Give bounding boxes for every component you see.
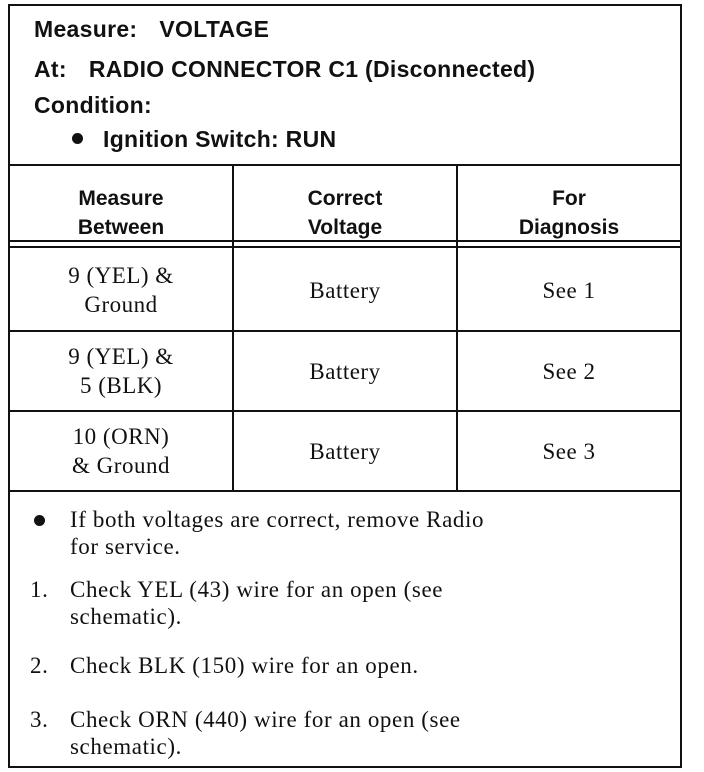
header-line: Between — [77, 216, 165, 239]
at-label: At: — [34, 56, 67, 82]
cell-line: 5 (BLK) — [79, 373, 163, 398]
header-double-rule — [10, 246, 680, 248]
cell-line: 10 (ORN) — [72, 424, 170, 449]
header-line: Correct — [307, 187, 383, 210]
note-number: 3. — [30, 707, 49, 732]
note-number: 1. — [30, 577, 49, 602]
table-row-3-between — [10, 412, 232, 490]
test-header — [10, 6, 680, 166]
note-line: for service. — [70, 534, 181, 559]
table-row-2-between — [10, 332, 232, 410]
diagnostic-chart-frame — [8, 4, 682, 768]
note-item-3 — [30, 706, 650, 760]
note-item-1 — [30, 576, 650, 630]
bullet-icon — [72, 133, 83, 144]
note-line: Check YEL (43) wire for an open (see — [70, 577, 444, 602]
note-line: schematic). — [70, 734, 182, 759]
column-header-for-diagnosis — [458, 178, 680, 248]
column-header-correct-voltage — [234, 178, 456, 248]
note-line: Check ORN (440) wire for an open (see — [70, 707, 461, 732]
header-line: Voltage — [307, 216, 383, 239]
note-line: If both voltages are correct, remove Radio — [70, 507, 485, 532]
at-value: RADIO CONNECTOR C1 (Disconnected) — [88, 56, 536, 82]
cell-line: Ground — [84, 292, 158, 317]
measure-value: VOLTAGE — [159, 16, 270, 42]
table-row-1-voltage: Battery — [309, 277, 381, 303]
measure-line — [34, 16, 269, 43]
measure-label: Measure: — [34, 16, 138, 42]
note-item-2 — [30, 652, 650, 679]
cell-line: & Ground — [72, 453, 170, 478]
bullet-icon — [34, 515, 45, 526]
header-line: For — [552, 187, 586, 210]
note-bullet — [30, 506, 650, 560]
table-row-2-voltage: Battery — [309, 358, 381, 384]
at-line — [34, 56, 535, 83]
header-line: Measure — [78, 187, 164, 210]
cell-line: 9 (YEL) & — [68, 263, 174, 288]
note-line: Check BLK (150) wire for an open. — [70, 653, 419, 678]
table-row-1-between — [10, 250, 232, 330]
cell-line: 9 (YEL) & — [68, 344, 174, 369]
note-number: 2. — [30, 653, 49, 678]
condition-item — [72, 126, 336, 153]
header-double-rule — [10, 240, 680, 242]
table-row-1-diagnosis: See 1 — [542, 277, 596, 303]
table-row-3-diagnosis: See 3 — [542, 438, 596, 464]
column-header-measure-between — [10, 178, 232, 248]
table-row-2-diagnosis: See 2 — [542, 358, 596, 384]
table-row-3-voltage: Battery — [309, 438, 381, 464]
row-divider — [10, 490, 680, 492]
header-line: Diagnosis — [518, 216, 620, 239]
condition-label: Condition: — [34, 92, 152, 118]
note-line: schematic). — [70, 604, 182, 629]
condition-item-text: Ignition Switch: RUN — [103, 126, 337, 152]
